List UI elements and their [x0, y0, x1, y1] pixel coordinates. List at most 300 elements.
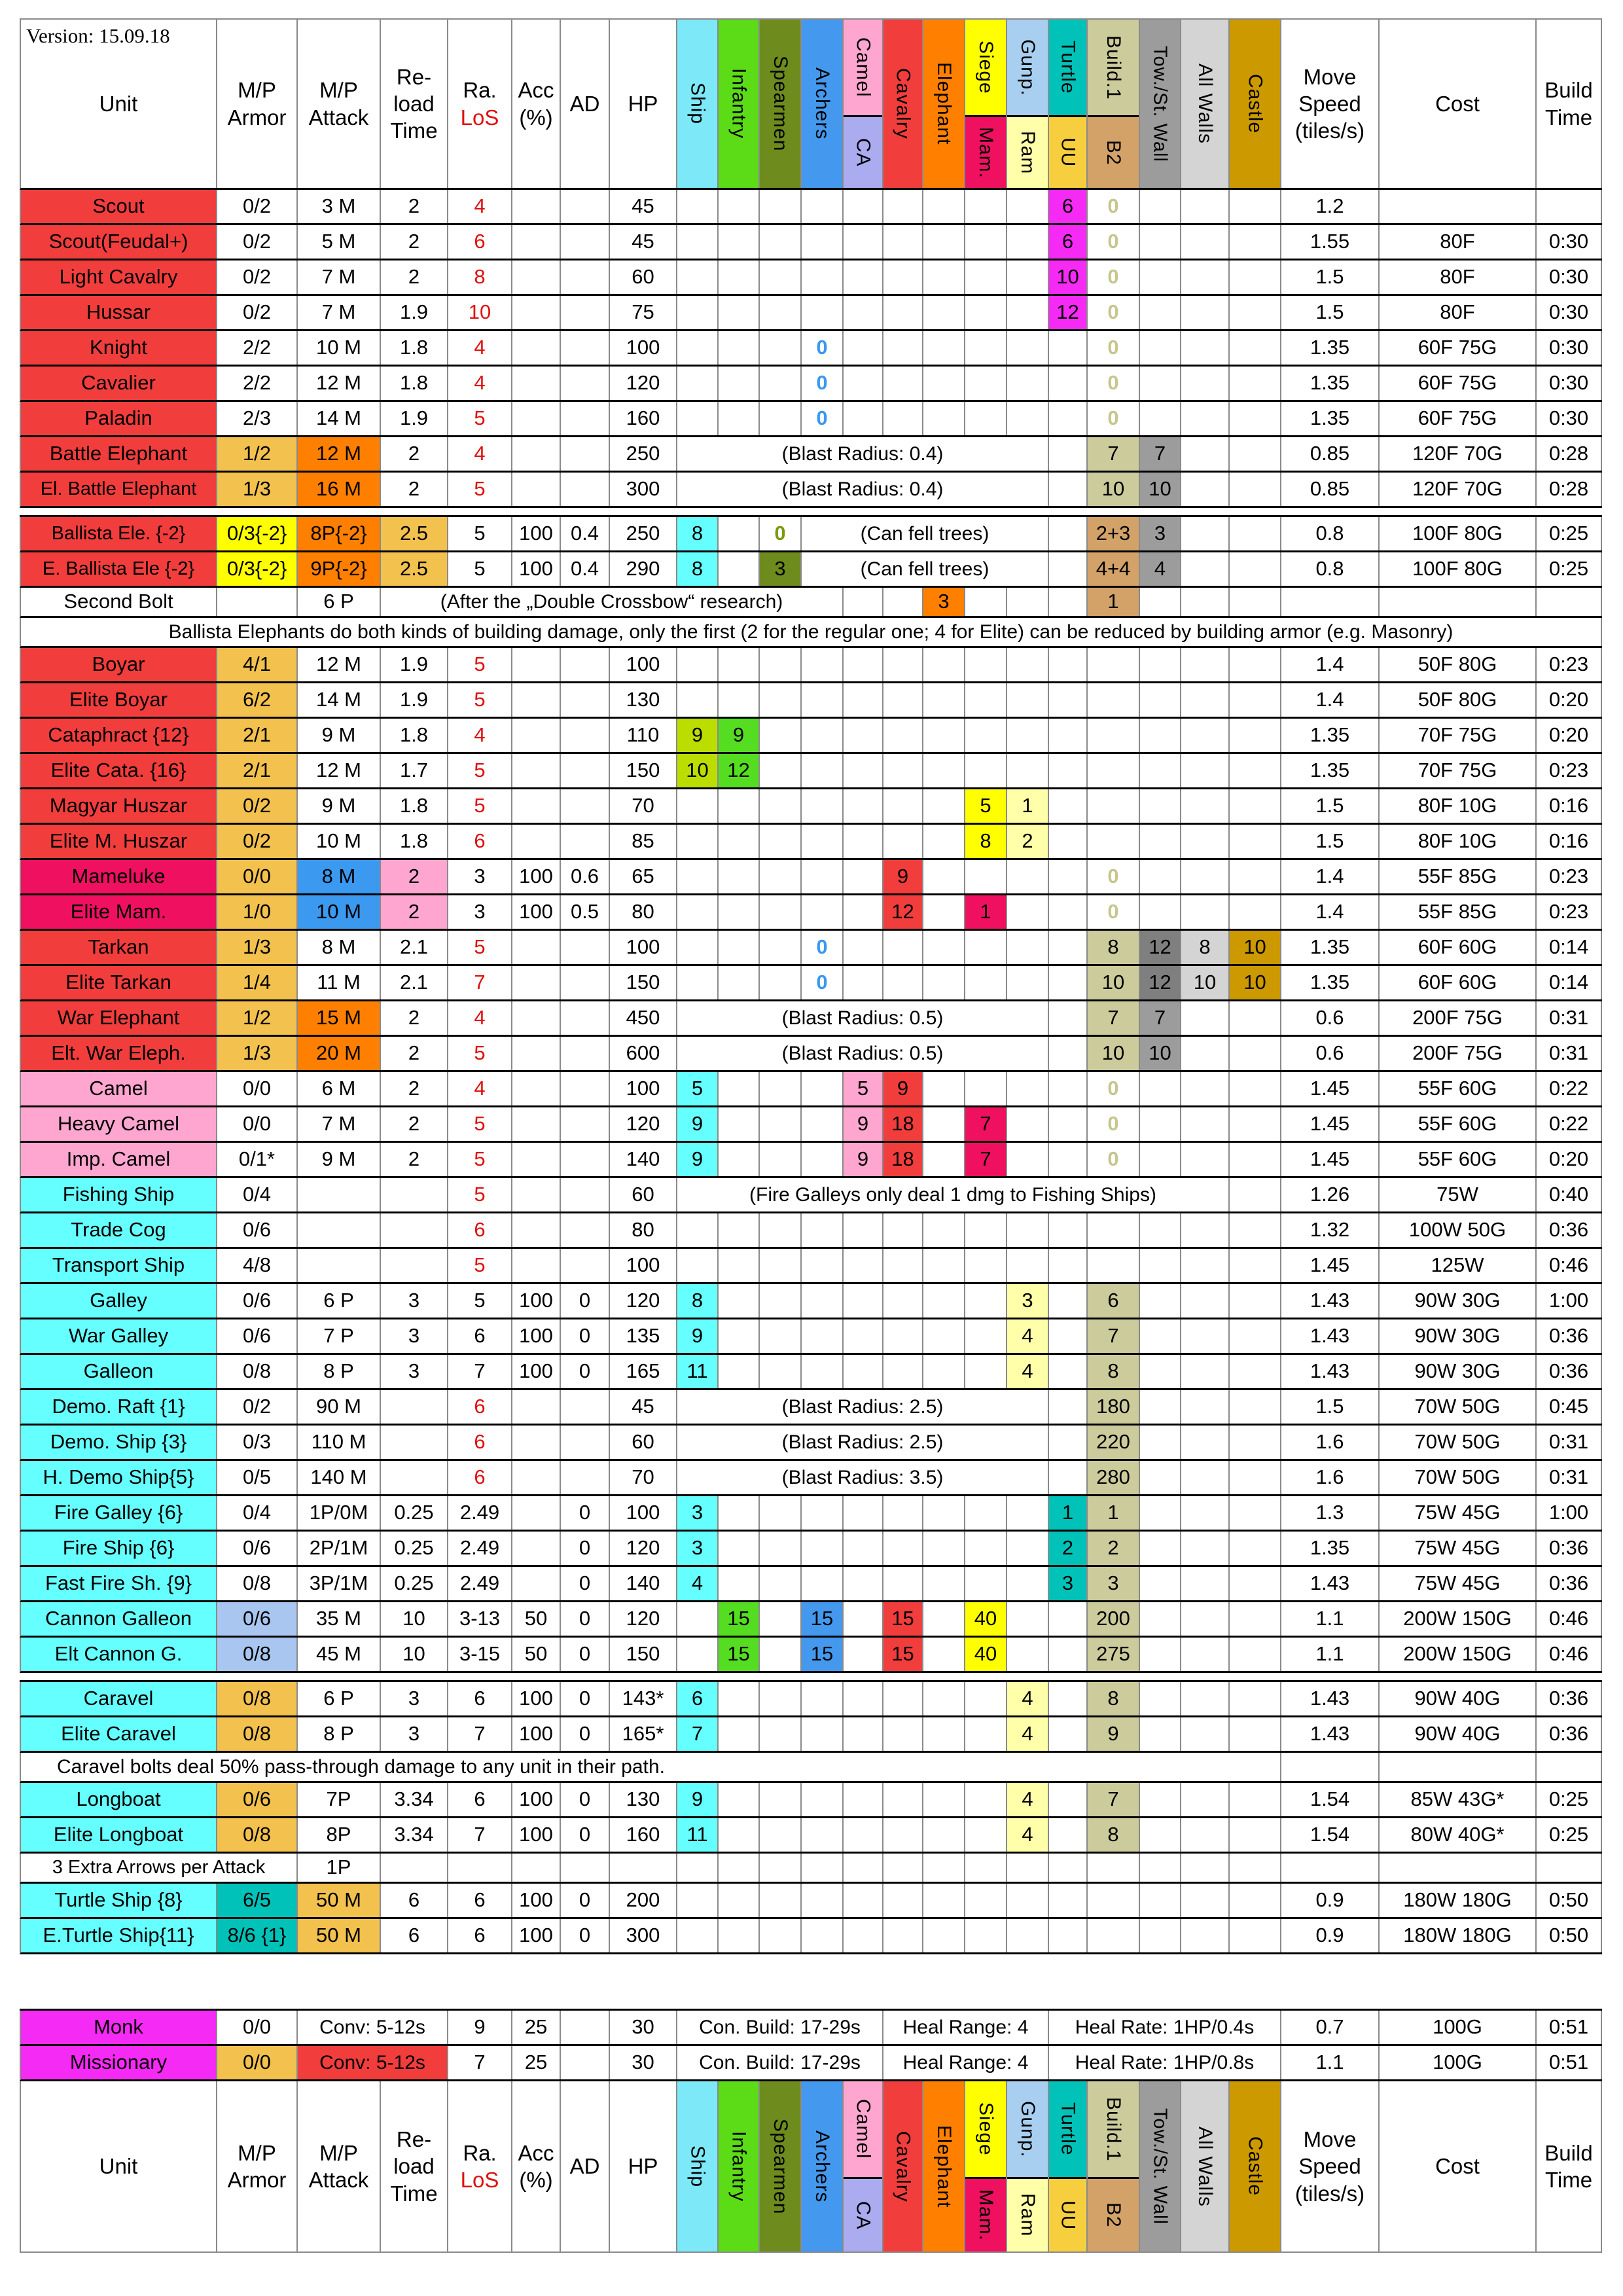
cell-ra: 5 [448, 931, 512, 964]
cell-tow [1140, 225, 1181, 259]
cell-elephant [923, 754, 965, 787]
cell-siege [965, 1567, 1007, 1600]
cell-camel [844, 260, 883, 294]
cell-span: (Blast Radius: 0.4) [677, 473, 1049, 506]
cell-cost: 75W 45G [1380, 1567, 1537, 1600]
row-scout-feudal- [20, 225, 1602, 260]
cell-armor: 0/2 [217, 789, 298, 823]
cell-allwalls [1181, 1638, 1230, 1671]
cell-tow: 4 [1140, 552, 1181, 586]
unit-name: Caravel [21, 1682, 217, 1715]
cell-armor: 0/8 [217, 1355, 298, 1388]
unit-name: Galleon [21, 1355, 217, 1388]
cell-reload: 1.9 [381, 683, 448, 717]
cell-armor: 4/8 [217, 1249, 298, 1282]
cell-tow [1140, 860, 1181, 893]
header-tow: Tow./St. Wall [1140, 2081, 1181, 2251]
cell-build: 8 [1088, 1355, 1140, 1388]
cell-tow [1140, 1390, 1181, 1424]
cell-camel [844, 296, 883, 329]
cell-ship: 7 [677, 1717, 719, 1751]
cell-spearmen [760, 331, 802, 365]
cell-build: 4+4 [1088, 552, 1140, 586]
row-elite-tarkan [20, 966, 1602, 1001]
header-gunp-top: Gunp. [1007, 20, 1048, 117]
cell-attack: 5 M [298, 225, 381, 259]
unit-name: Elite M. Huszar [21, 825, 217, 858]
cell-time: 0:46 [1537, 1638, 1602, 1671]
cell-cavalry [883, 402, 923, 435]
cell-tow [1140, 1783, 1181, 1816]
cell-build: 0 [1088, 1072, 1140, 1105]
cell-archers [802, 754, 844, 787]
header-turtle [1049, 2081, 1088, 2251]
cell-attack: 50 M [298, 1884, 381, 1917]
cell-move: 1.35 [1281, 331, 1380, 365]
header-line: HP [628, 2154, 658, 2179]
cell-ra: 5 [448, 1178, 512, 1211]
cell-attack: 8P [298, 1818, 381, 1852]
cell-siege: 7 [965, 1143, 1007, 1176]
cell-attack: 9 M [298, 719, 381, 752]
cell-cavalry [883, 1355, 923, 1388]
cell-gunp [1007, 860, 1049, 893]
header-line: load [393, 2154, 435, 2179]
cell-attack: 12 M [298, 754, 381, 787]
cell-ra: 6 [448, 225, 512, 259]
cell-elephant [923, 825, 965, 858]
cell-attack: 8 P [298, 1717, 381, 1751]
cell-armor: 0/6 [217, 1284, 298, 1318]
unit-name: Fast Fire Sh. {9} [21, 1567, 217, 1600]
cell-attack: 7 P [298, 1319, 381, 1353]
cell-attack: 110 M [298, 1426, 381, 1459]
cell-allwalls [1181, 754, 1230, 787]
row-demo-raft-1- [20, 1390, 1602, 1426]
cell-elephant [923, 1355, 965, 1388]
cell-cost: 55F 60G [1380, 1072, 1537, 1105]
unit-stats-table [20, 18, 1602, 2253]
cell-turtle [1049, 1717, 1088, 1751]
cell-turtle: 1 [1049, 1496, 1088, 1530]
cell-hp: 80 [610, 1213, 677, 1247]
cell-ad: 0 [561, 1602, 610, 1636]
cell-ad [561, 1426, 610, 1459]
cell-attack: 6 P [298, 1284, 381, 1318]
cell-time: 0:14 [1537, 966, 1602, 999]
cell-move: 0.7 [1281, 2011, 1380, 2044]
unit-name: Elt. War Eleph. [21, 1037, 217, 1070]
cell-move: 0.85 [1281, 437, 1380, 471]
cell-span: Con. Build: 17-29s [677, 2011, 883, 2044]
cell-turtle [1049, 1037, 1088, 1070]
cell-move: 1.4 [1281, 683, 1380, 717]
cell-armor: 0/6 [217, 1602, 298, 1636]
cell-infantry [719, 296, 760, 329]
cell-tow: 12 [1140, 931, 1181, 964]
cell-tow [1140, 296, 1181, 329]
cell-reload: 3 [381, 1319, 448, 1353]
cell-time: 0:16 [1537, 789, 1602, 823]
cell-ra: 6 [448, 1884, 512, 1917]
row-3-extra-arrows-per-attack [20, 1854, 1602, 1884]
cell-move: 1.5 [1281, 789, 1380, 823]
cell-span: (After the „Double Crossbow“ research) [381, 588, 844, 616]
cell-move [1281, 1753, 1380, 1781]
cell-castle [1230, 860, 1281, 893]
unit-name: Elite Mam. [21, 895, 217, 929]
cell-spearmen: 3 [760, 552, 802, 586]
cell-ad [561, 1037, 610, 1070]
cell-move: 1.45 [1281, 1143, 1380, 1176]
cell-spearmen [760, 225, 802, 259]
unit-name: Elt Cannon G. [21, 1638, 217, 1671]
cell-tow [1140, 1426, 1181, 1459]
cell-gunp [1007, 367, 1049, 400]
cell-cavalry: 18 [883, 1143, 923, 1176]
cell-camel [844, 1854, 883, 1882]
cell-gunp [1007, 1919, 1049, 1952]
cell-hp: 143* [610, 1682, 677, 1715]
cell-archers [802, 789, 844, 823]
cell-reload: 0.25 [381, 1496, 448, 1530]
gap-row [20, 1954, 1602, 2011]
unit-name: Hussar [21, 296, 217, 329]
cell-move: 1.45 [1281, 1249, 1380, 1282]
cell-cavalry [883, 719, 923, 752]
cell-gunp [1007, 1249, 1049, 1282]
cell-ad: 0 [561, 1284, 610, 1318]
cell-archers: 15 [802, 1638, 844, 1671]
cell-ad: 0 [561, 1884, 610, 1917]
cell-gunp [1007, 296, 1049, 329]
cell-ship [677, 1854, 719, 1882]
cell-turtle: 3 [1049, 1567, 1088, 1600]
cell-move: 0.8 [1281, 552, 1380, 586]
cell-tow: 10 [1140, 473, 1181, 506]
cell-ship [677, 895, 719, 929]
cell-time: 0:23 [1537, 754, 1602, 787]
cell-attack: 10 M [298, 895, 381, 929]
cell-archers [802, 1213, 844, 1247]
cell-elephant [923, 1213, 965, 1247]
row-elt-cannon-g- [20, 1638, 1602, 1673]
cell-time: 0:31 [1537, 1037, 1602, 1070]
cell-gunp: 4 [1007, 1355, 1049, 1388]
cell-castle [1230, 825, 1281, 858]
header-line: (%) [519, 2168, 553, 2192]
header-line: HP [628, 91, 658, 116]
cell-infantry [719, 1355, 760, 1388]
cell-castle [1230, 895, 1281, 929]
row-fire-ship-6- [20, 1532, 1602, 1567]
cell-cavalry [883, 1284, 923, 1318]
cell-allwalls [1181, 789, 1230, 823]
cell-build [1088, 789, 1140, 823]
cell-time: 0:14 [1537, 931, 1602, 964]
cell-gunp [1007, 1496, 1049, 1530]
cell-armor: 6/5 [217, 1884, 298, 1917]
cell-armor: 0/6 [217, 1213, 298, 1247]
cell-armor: 0/0 [217, 2011, 298, 2044]
cell-ship [677, 789, 719, 823]
cell-spearmen [760, 1355, 802, 1388]
cell-reload [381, 1213, 448, 1247]
cell-cavalry [883, 1818, 923, 1852]
cell-cavalry [883, 931, 923, 964]
cell-elephant [923, 1717, 965, 1751]
cell-span: (Fire Galleys only deal 1 dmg to Fishing Ships) [677, 1178, 1230, 1211]
cell-ad: 0 [561, 1638, 610, 1671]
header-acc [512, 20, 561, 188]
cell-siege [965, 754, 1007, 787]
unit-name: Battle Elephant [21, 437, 217, 471]
cell-archers [802, 1854, 844, 1882]
unit-name: Tarkan [21, 931, 217, 964]
header-ship: Ship [677, 2081, 719, 2251]
cell-turtle [1049, 754, 1088, 787]
cell-reload: 3.34 [381, 1783, 448, 1816]
cell-castle [1230, 1567, 1281, 1600]
cell-infantry [719, 895, 760, 929]
cell-castle [1230, 719, 1281, 752]
cell-move: 1.35 [1281, 719, 1380, 752]
cell-ra: 5 [448, 473, 512, 506]
note-text: Caravel bolts deal 50% pass-through damage to any unit in their path. [21, 1753, 1281, 1781]
cell-cost: 60F 75G [1380, 402, 1537, 435]
cell-allwalls [1181, 552, 1230, 586]
cell-hp: 200 [610, 1884, 677, 1917]
cell-armor: 0/1* [217, 1143, 298, 1176]
unit-name: War Elephant [21, 1001, 217, 1035]
cell-cost: 60F 60G [1380, 931, 1537, 964]
cell-reload: 10 [381, 1638, 448, 1671]
cell-time: 0:28 [1537, 473, 1602, 506]
cell-turtle [1049, 1213, 1088, 1247]
cell-gunp [1007, 683, 1049, 717]
cell-armor: 0/2 [217, 296, 298, 329]
cell-castle [1230, 1213, 1281, 1247]
cell-acc [512, 1178, 561, 1211]
cell-span: (Blast Radius: 2.5) [677, 1390, 1049, 1424]
cell-spearmen [760, 1919, 802, 1952]
cell-acc [512, 1001, 561, 1035]
cell-siege [965, 1717, 1007, 1751]
cell-attack: 140 M [298, 1461, 381, 1494]
cell-hp: 100 [610, 1249, 677, 1282]
cell-spearmen [760, 754, 802, 787]
cell-cost [1380, 190, 1537, 223]
cell-castle [1230, 1884, 1281, 1917]
cell-turtle [1049, 1072, 1088, 1105]
cell-elephant [923, 1783, 965, 1816]
cell-camel [844, 1783, 883, 1816]
cell-archers [802, 1072, 844, 1105]
cell-camel [844, 1355, 883, 1388]
header-line: Armor [227, 2168, 287, 2192]
cell-armor: 0/4 [217, 1178, 298, 1211]
cell-ship [677, 1638, 719, 1671]
cell-siege [965, 966, 1007, 999]
cell-acc [512, 402, 561, 435]
cell-camel [844, 1884, 883, 1917]
cell-acc [512, 1213, 561, 1247]
cell-tow [1140, 1107, 1181, 1141]
cell-spearmen [760, 1638, 802, 1671]
cell-move: 1.1 [1281, 2046, 1380, 2079]
cell-ad [561, 402, 610, 435]
cell-acc [512, 719, 561, 752]
cell-camel [844, 683, 883, 717]
cell-ship: 9 [677, 719, 719, 752]
cell-turtle [1049, 367, 1088, 400]
row-fast-fire-sh-9- [20, 1567, 1602, 1602]
row-cataphract-12- [20, 719, 1602, 754]
cell-camel [844, 860, 883, 893]
cell-armor: 1/3 [217, 931, 298, 964]
cell-ship [677, 1213, 719, 1247]
cell-gunp: 2 [1007, 825, 1049, 858]
cell-ad [561, 1390, 610, 1424]
header-line: Ra. [463, 78, 497, 103]
cell-hp: 45 [610, 225, 677, 259]
cell-time: 0:31 [1537, 1001, 1602, 1035]
cell-span: (Blast Radius: 0.4) [677, 437, 1049, 471]
header-line: M/P [238, 2140, 276, 2165]
cell-allwalls [1181, 1567, 1230, 1600]
cell-ship: 6 [677, 1682, 719, 1715]
header-line: Time [390, 118, 438, 143]
cell-attack: 9P{-2} [298, 552, 381, 586]
cell-time [1537, 1753, 1602, 1781]
cell-castle [1230, 1783, 1281, 1816]
cell-move: 1.35 [1281, 931, 1380, 964]
cell-ad [561, 367, 610, 400]
cell-gunp [1007, 1638, 1049, 1671]
header-infantry: Infantry [719, 20, 760, 188]
cell-attack: 2P/1M [298, 1532, 381, 1565]
cell-tow [1140, 789, 1181, 823]
cell-allwalls [1181, 648, 1230, 681]
cell-siege [965, 860, 1007, 893]
unit-name: Turtle Ship {8} [21, 1884, 217, 1917]
cell-move: 1.55 [1281, 225, 1380, 259]
cell-armor [217, 588, 298, 616]
cell-build: 0 [1088, 367, 1140, 400]
cell-castle [1230, 225, 1281, 259]
cell-infantry [719, 367, 760, 400]
cell-move: 0.9 [1281, 1884, 1380, 1917]
header-line: M/P [238, 78, 276, 103]
cell-turtle [1049, 1107, 1088, 1141]
cell-allwalls [1181, 825, 1230, 858]
cell-cost: 60F 75G [1380, 331, 1537, 365]
cell-attack: 35 M [298, 1602, 381, 1636]
cell-span: (Blast Radius: 0.5) [677, 1001, 1049, 1035]
cell-ad: 0.5 [561, 895, 610, 929]
cell-time: 1:00 [1537, 1284, 1602, 1318]
cell-build [1088, 683, 1140, 717]
cell-turtle [1049, 789, 1088, 823]
cell-turtle [1049, 860, 1088, 893]
cell-ship [677, 683, 719, 717]
cell-infantry [719, 1213, 760, 1247]
cell-acc: 100 [512, 1919, 561, 1952]
cell-siege [965, 1532, 1007, 1565]
cell-siege [965, 331, 1007, 365]
cell-allwalls [1181, 402, 1230, 435]
cell-ship [677, 402, 719, 435]
cell-siege [965, 1284, 1007, 1318]
unit-name: Paladin [21, 402, 217, 435]
cell-allwalls [1181, 1426, 1230, 1459]
cell-gunp [1007, 719, 1049, 752]
row-elite-cata-16- [20, 754, 1602, 789]
cell-time: 0:25 [1537, 1818, 1602, 1852]
cell-archers: 0 [802, 402, 844, 435]
cell-infantry [719, 1319, 760, 1353]
cell-attack: 50 M [298, 1919, 381, 1952]
cell-reload [381, 1178, 448, 1211]
cell-reload: 1.9 [381, 402, 448, 435]
cell-cavalry [883, 260, 923, 294]
cell-build: 7 [1088, 1319, 1140, 1353]
cell-time: 0:36 [1537, 1213, 1602, 1247]
cell-archers: 0 [802, 367, 844, 400]
cell-span: Heal Range: 4 [883, 2011, 1049, 2044]
cell-tow [1140, 683, 1181, 717]
cell-armor: 2/1 [217, 754, 298, 787]
unit-name: Elite Longboat [21, 1818, 217, 1852]
cell-hp: 100 [610, 331, 677, 365]
cell-castle [1230, 648, 1281, 681]
cell-hp: 140 [610, 1143, 677, 1176]
cell-ra: 6 [448, 1319, 512, 1353]
unit-name: E.Turtle Ship{11} [21, 1919, 217, 1952]
cell-infantry [719, 1284, 760, 1318]
cell-ad [561, 1001, 610, 1035]
cell-allwalls [1181, 260, 1230, 294]
cell-siege: 40 [965, 1638, 1007, 1671]
cell-attack: 9 M [298, 1143, 381, 1176]
cell-ad [561, 1178, 610, 1211]
cell-build: 10 [1088, 1037, 1140, 1070]
cell-spearmen [760, 1284, 802, 1318]
cell-ra: 5 [448, 1284, 512, 1318]
cell-reload: 2.1 [381, 966, 448, 999]
cell-acc [512, 437, 561, 471]
header-spearmen: Spearmen [760, 20, 802, 188]
unit-name: War Galley [21, 1319, 217, 1353]
cell-allwalls [1181, 1496, 1230, 1530]
header-cavalry: Cavalry [883, 20, 923, 188]
unit-name: Missionary [21, 2046, 217, 2079]
cell-turtle [1049, 473, 1088, 506]
cell-elephant [923, 1567, 965, 1600]
cell-camel [844, 895, 883, 929]
cell-ra: 6 [448, 1919, 512, 1952]
header-turtle-top: Turtle [1049, 2081, 1086, 2179]
cell-armor: 0/0 [217, 2046, 298, 2079]
cell-hp: 130 [610, 683, 677, 717]
cell-time: 0:30 [1537, 225, 1602, 259]
header-siege [965, 20, 1007, 188]
cell-armor: 0/3 [217, 1426, 298, 1459]
cell-attack: 6 P [298, 1682, 381, 1715]
cell-camel [844, 1213, 883, 1247]
cell-armor: 1/4 [217, 966, 298, 999]
cell-armor: 0/3{-2} [217, 552, 298, 586]
